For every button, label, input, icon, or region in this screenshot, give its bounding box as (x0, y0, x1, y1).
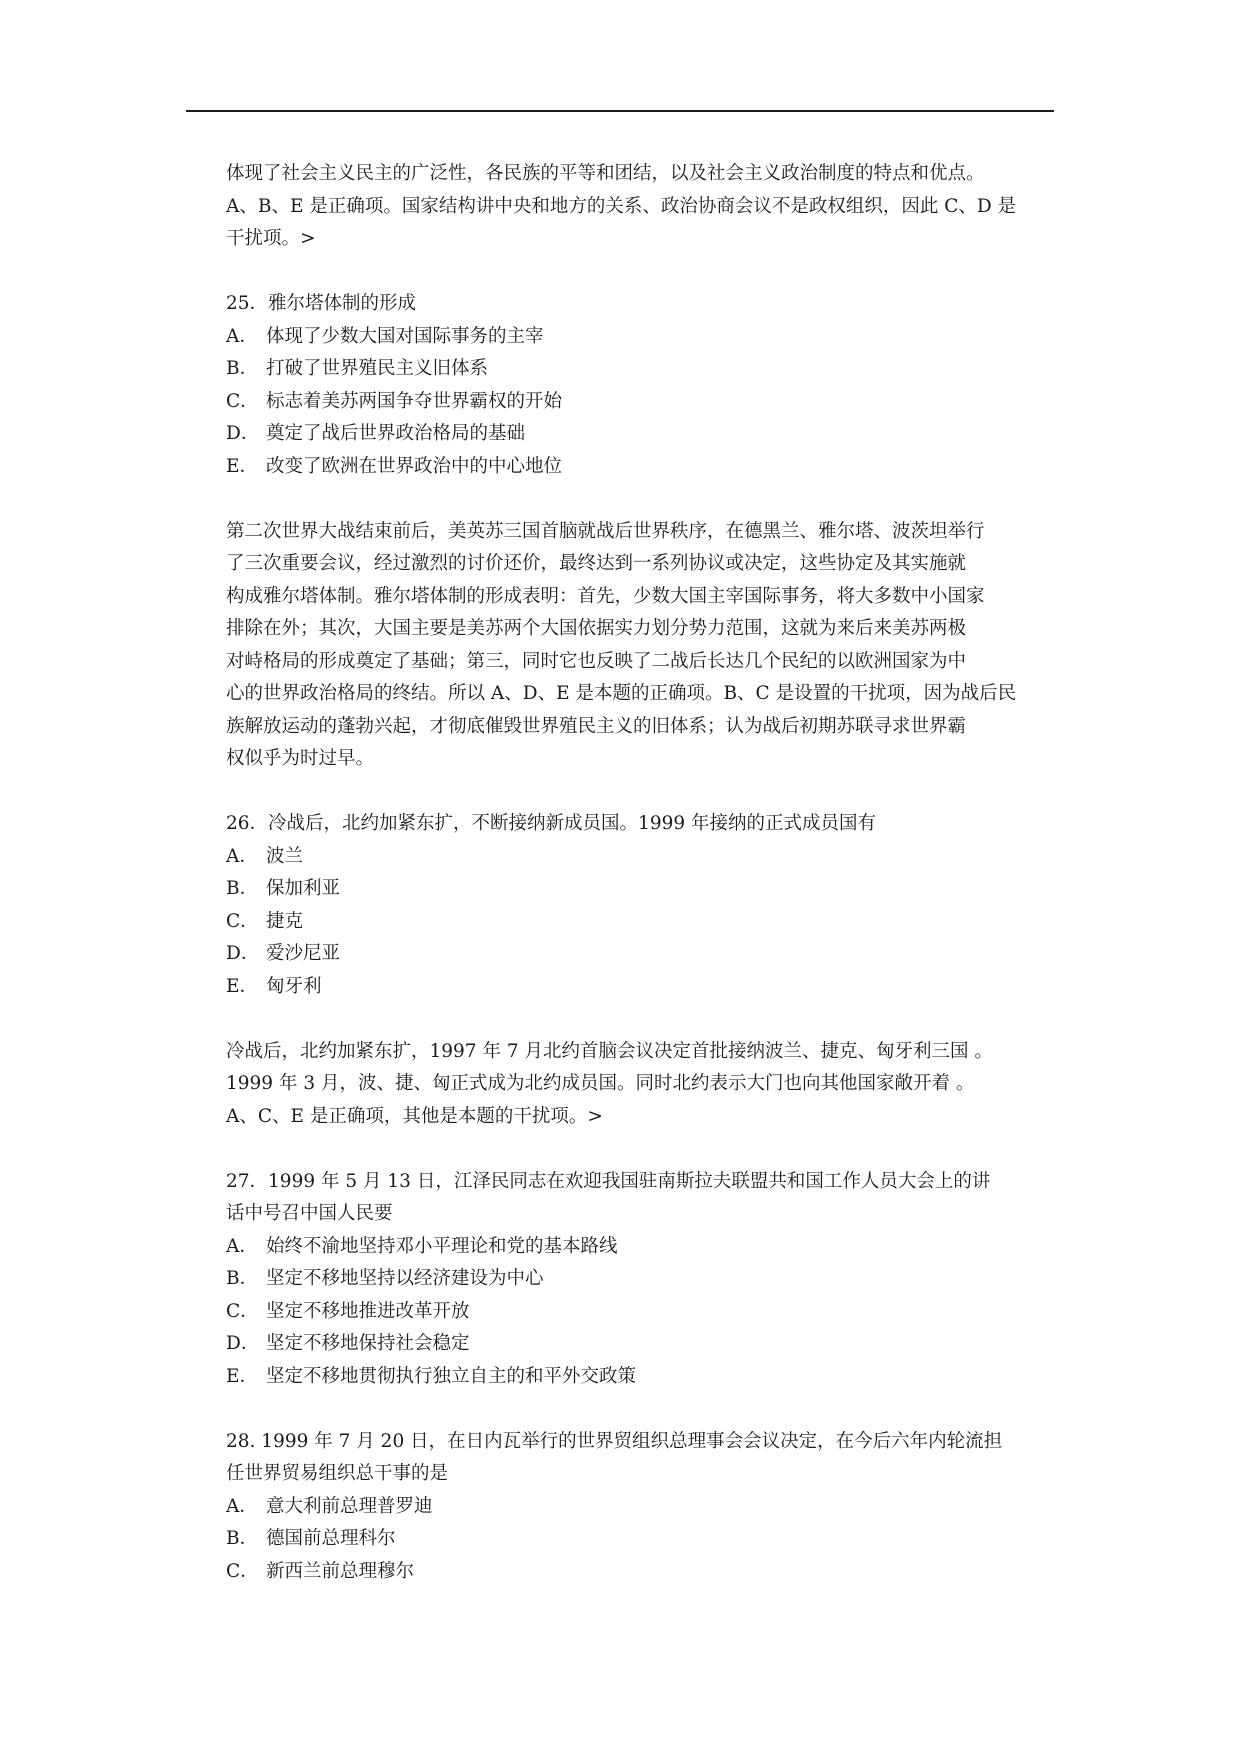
option-letter: D． (226, 943, 260, 964)
option-letter: A． (226, 325, 258, 347)
option-text: 始终不渝地坚持邓小平理论和党的基本路线 (266, 1235, 618, 1257)
text-line: 冷战后，北约加紧东扩，1997 年 7 月北约首脑会议决定首批接纳波兰、捷克、匈牙利三国 。 (226, 1040, 993, 1062)
text-line: 体现了社会主义民主的广泛性，各民族的平等和团结，以及社会主义政治制度的特点和优点。 (226, 163, 985, 184)
option-c (226, 386, 1064, 419)
question-stem: 27．1999 年 5 月 13 日，江泽民同志在欢迎我国驻南斯拉夫联盟共和国工作人员大会上的讲 (226, 1170, 991, 1192)
option-text: 坚定不移地推进改革开放 (266, 1300, 470, 1322)
question-28 (226, 1426, 1064, 1589)
question-stem: 话中号召中国人民要 (226, 1203, 393, 1224)
text-line: 第二次世界大战结束前后，美英苏三国首脑就战后世界秩序，在德黑兰、雅尔塔、波茨坦举行 (226, 520, 985, 542)
option-letter: D． (226, 1333, 260, 1354)
option-letter: A． (226, 1495, 258, 1517)
answer-explanation-26 (226, 1036, 1064, 1134)
option-a (226, 1231, 1064, 1264)
answer-explanation-24 (226, 158, 1064, 256)
option-text: 坚定不移地贯彻执行独立自主的和平外交政策 (266, 1365, 637, 1387)
option-letter: D． (226, 423, 260, 444)
text-line: A、B、E 是正确项。国家结构讲中央和地方的关系、政治协商会议不是政权组织，因此 C、D 是 (226, 195, 1017, 217)
text-line: 构成雅尔塔体制。雅尔塔体制的形成表明：首先，少数大国主宰国际事务，将大多数中小国家 (226, 585, 985, 607)
option-b (226, 1263, 1064, 1296)
question-stem: 28. 1999 年 7 月 20 日，在日内瓦举行的世界贸组织总理事会会议决定，在今后六年内轮流担 (226, 1430, 1003, 1452)
text-line: 权似乎为时过早。 (226, 748, 375, 769)
option-letter: B． (226, 1268, 259, 1289)
option-text: 标志着美苏两国争夺世界霸权的开始 (266, 390, 563, 412)
option-b (226, 353, 1064, 386)
option-text: 德国前总理科尔 (266, 1528, 396, 1549)
text-line: 1999 年 3 月，波、捷、匈正式成为北约成员国。同时北约表示大门也向其他国家敞开着 。 (226, 1073, 975, 1094)
option-letter: C． (226, 390, 259, 412)
question-stem: 任世界贸易组织总干事的是 (226, 1463, 449, 1484)
option-text: 坚定不移地保持社会稳定 (266, 1333, 470, 1354)
option-b (226, 1523, 1064, 1556)
text-line: 对峙格局的形成奠定了基础；第三，同时它也反映了二战后长达几个民纪的以欧洲国家为中 (226, 650, 967, 672)
option-letter: B． (226, 1528, 259, 1549)
option-e (226, 971, 1064, 1004)
question-26 (226, 808, 1064, 1003)
option-letter: E． (226, 975, 259, 997)
question-stem: 25．雅尔塔体制的形成 (226, 293, 417, 314)
option-text: 改变了欧洲在世界政治中的中心地位 (266, 455, 563, 477)
option-letter: A． (226, 1235, 258, 1257)
text-line: 心的世界政治格局的终结。所以 A、D、E 是本题的正确项。B、C 是设置的干扰项，因为战后民 (226, 683, 1017, 704)
text-line: 了三次重要会议，经过激烈的讨价还价，最终达到一系列协议或决定，这些协定及其实施就 (226, 553, 967, 574)
option-letter: E． (226, 1365, 259, 1387)
option-c (226, 1556, 1064, 1589)
option-a (226, 1491, 1064, 1524)
answer-explanation-25 (226, 516, 1064, 776)
option-e (226, 451, 1064, 484)
question-stem: 26．冷战后，北约加紧东扩，不断接纳新成员国。1999 年接纳的正式成员国有 (226, 813, 877, 834)
header-rule (186, 110, 1054, 112)
option-text: 爱沙尼亚 (266, 943, 341, 964)
text-line: A、C、E 是正确项，其他是本题的干扰项。> (226, 1105, 603, 1127)
option-letter: B． (226, 358, 259, 379)
option-d (226, 418, 1064, 451)
option-text: 坚定不移地坚持以经济建设为中心 (266, 1268, 544, 1289)
option-a (226, 321, 1064, 354)
option-letter: A． (226, 845, 258, 867)
option-c (226, 1296, 1064, 1329)
option-letter: C． (226, 910, 259, 932)
option-text: 波兰 (266, 845, 304, 867)
text-line: 排除在外；其次，大国主要是美苏两个大国依据实力划分势力范围，这就为来后来美苏两极 (226, 618, 967, 639)
option-c (226, 906, 1064, 939)
text-line: 族解放运动的蓬勃兴起，才彻底催毁世界殖民主义的旧体系；认为战后初期苏联寻求世界霸 (226, 715, 967, 737)
option-e (226, 1361, 1064, 1394)
question-27 (226, 1166, 1064, 1394)
option-text: 奠定了战后世界政治格局的基础 (266, 423, 526, 444)
option-text: 保加利亚 (266, 878, 341, 899)
option-text: 体现了少数大国对国际事务的主宰 (266, 325, 544, 347)
option-text: 捷克 (266, 910, 304, 932)
option-d (226, 1328, 1064, 1361)
option-letter: C． (226, 1560, 259, 1582)
option-d (226, 938, 1064, 971)
option-letter: C． (226, 1300, 259, 1322)
option-b (226, 873, 1064, 906)
option-text: 匈牙利 (266, 975, 322, 997)
document-body (226, 158, 1064, 1588)
text-line: 干扰项。> (226, 228, 316, 249)
option-letter: B． (226, 878, 259, 899)
option-text: 意大利前总理普罗迪 (266, 1495, 433, 1517)
option-text: 打破了世界殖民主义旧体系 (266, 358, 489, 379)
question-25 (226, 288, 1064, 483)
option-text: 新西兰前总理穆尔 (266, 1560, 415, 1582)
option-letter: E． (226, 455, 259, 477)
option-a (226, 841, 1064, 874)
